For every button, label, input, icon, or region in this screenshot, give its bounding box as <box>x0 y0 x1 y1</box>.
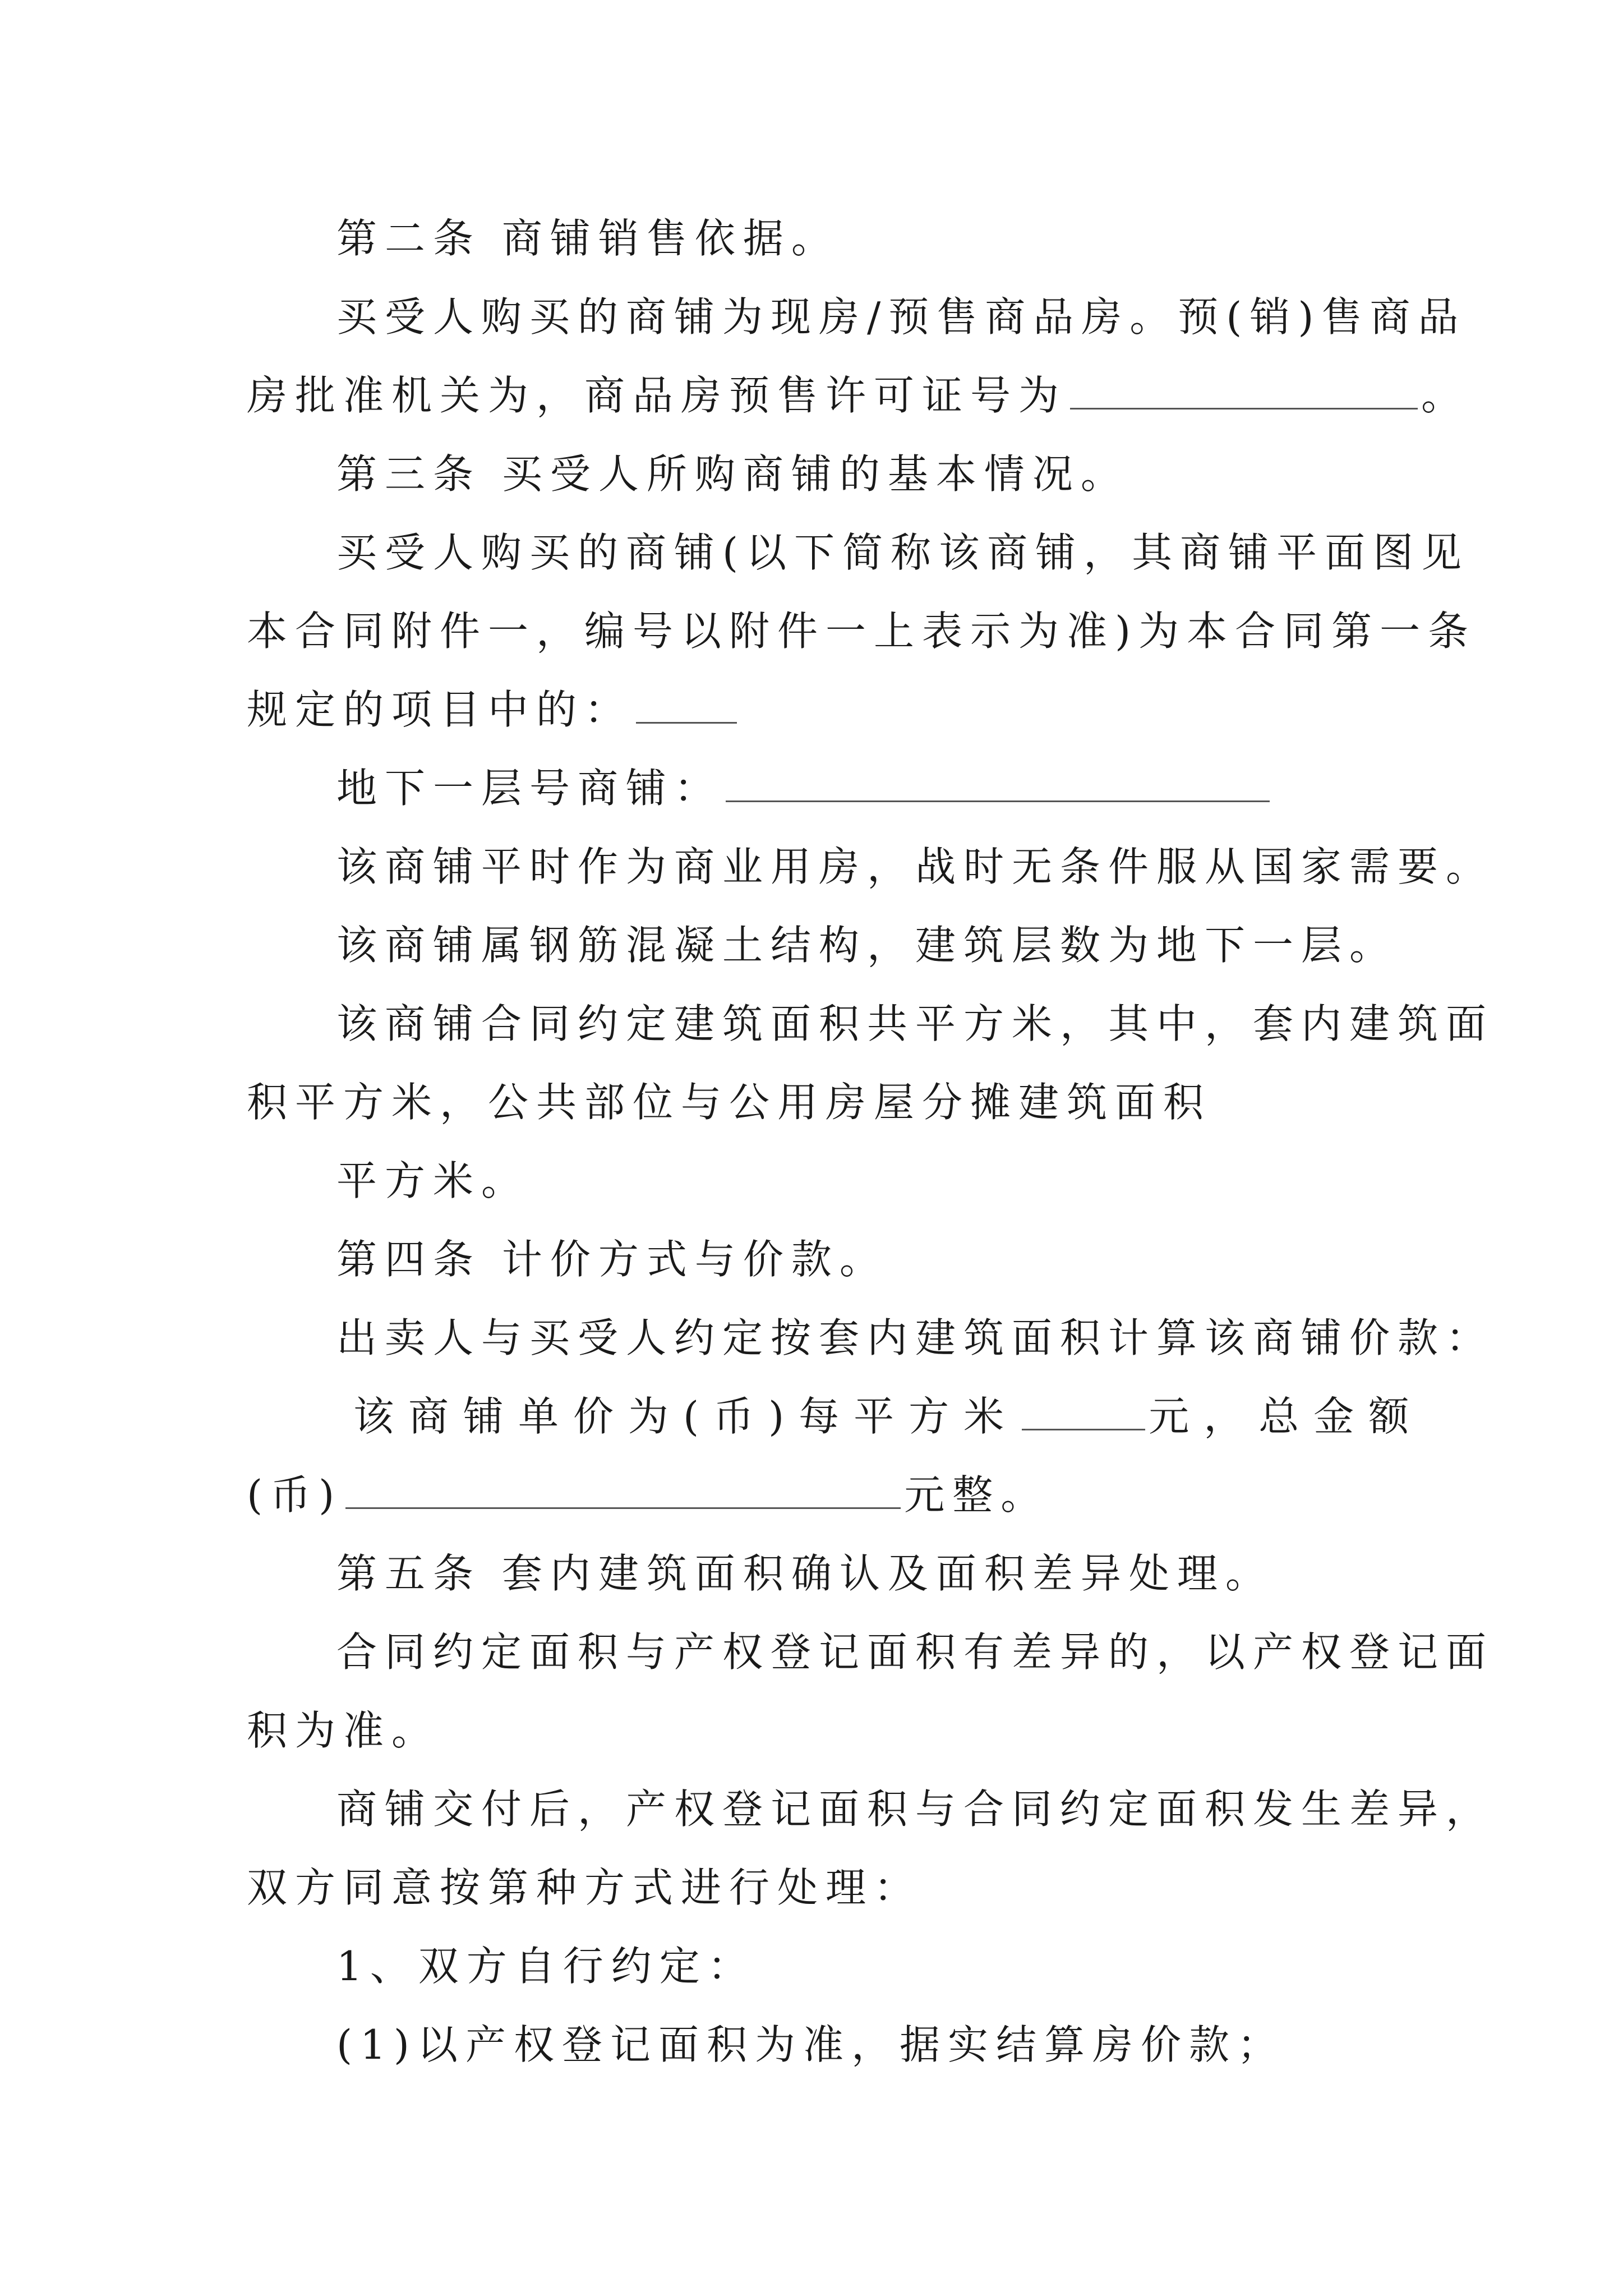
paragraph-line <box>353 1388 1424 1444</box>
paragraph-line <box>247 1467 1402 1523</box>
paragraph-line <box>336 1310 1495 1366</box>
text-line: 本合同附件一，编号以附件一上表示为准)为本合同第一条 <box>247 608 1477 655</box>
text-line: 第四条 计价方式与价款。 <box>336 1236 888 1283</box>
paragraph-line <box>247 367 1470 424</box>
text-line: 该商铺单价为(币)每平方米 <box>353 1393 1019 1440</box>
text-line: 该商铺属钢筋混凝土结构，建筑层数为地下一层。 <box>336 922 1398 969</box>
text-line: (1)以产权登记面积为准，据实结算房价款； <box>336 2021 1285 2068</box>
list-item <box>336 2017 1402 2073</box>
text-line: 规定的项目中的： <box>247 686 633 733</box>
article-2-heading <box>336 210 1402 266</box>
text-line: 元，总金额 <box>1149 1393 1424 1440</box>
blank-field <box>1070 374 1418 409</box>
paragraph-line <box>336 524 1470 581</box>
paragraph-line <box>247 1860 1402 1916</box>
text-line: 合同约定面积与产权登记面积有差异的，以产权登记面 <box>336 1628 1495 1676</box>
text-line: 第五条 套内建筑面积确认及面积差异处理。 <box>336 1550 1274 1597</box>
list-item <box>336 1938 1402 1994</box>
paragraph-line <box>247 1703 1402 1759</box>
text-line: 积为准。 <box>247 1707 440 1754</box>
text-line: 该商铺合同约定建筑面积共平方米，其中，套内建筑面 <box>336 1000 1495 1047</box>
text-line: 第二条 商铺销售依据。 <box>336 215 840 262</box>
text-line: 买受人购买的商铺为现房/预售商品房。预(销)售商品 <box>336 293 1467 341</box>
text-line: 第三条 买受人所购商铺的基本情况。 <box>336 450 1129 498</box>
paragraph-line <box>247 682 1402 738</box>
text-line: 该商铺平时作为商业用房，战时无条件服从国家需要。 <box>336 843 1495 890</box>
paragraph-line <box>247 1074 1402 1130</box>
paragraph-line <box>336 1624 1495 1680</box>
text-line: 地下一层号商铺： <box>336 765 723 812</box>
paragraph-line <box>336 760 1402 816</box>
paragraph-line <box>336 1153 1402 1209</box>
blank-field <box>1022 1395 1145 1430</box>
article-3-heading <box>336 446 1402 502</box>
text-line: 。 <box>1421 372 1470 419</box>
article-5-heading <box>336 1545 1402 1602</box>
text-line: 积平方米，公共部位与公用房屋分摊建筑面积 <box>247 1079 1212 1126</box>
text-line: 出卖人与买受人约定按套内建筑面积计算该商铺价款： <box>336 1314 1495 1361</box>
text-line: 商铺交付后，产权登记面积与合同约定面积发生差异， <box>336 1786 1495 1833</box>
paragraph-line <box>336 1781 1495 1837</box>
text-line: 平方米。 <box>336 1157 530 1204</box>
paragraph-line <box>336 839 1495 895</box>
article-4-heading <box>336 1231 1402 1287</box>
text-line: 元整。 <box>904 1471 1049 1519</box>
paragraph-line <box>336 289 1467 345</box>
paragraph-line <box>336 996 1495 1052</box>
blank-field <box>345 1474 901 1509</box>
text-line: 买受人购买的商铺(以下简称该商铺，其商铺平面图见 <box>336 529 1470 576</box>
text-line: 1、双方自行约定： <box>336 1943 756 1990</box>
text-line: 房批准机关为，商品房预售许可证号为 <box>247 372 1067 419</box>
text-line: (币) <box>247 1471 343 1519</box>
blank-field <box>636 688 737 724</box>
blank-field <box>726 767 1270 802</box>
paragraph-line <box>336 917 1402 973</box>
text-line: 双方同意按第种方式进行处理： <box>247 1864 923 1911</box>
paragraph-line <box>247 603 1477 659</box>
